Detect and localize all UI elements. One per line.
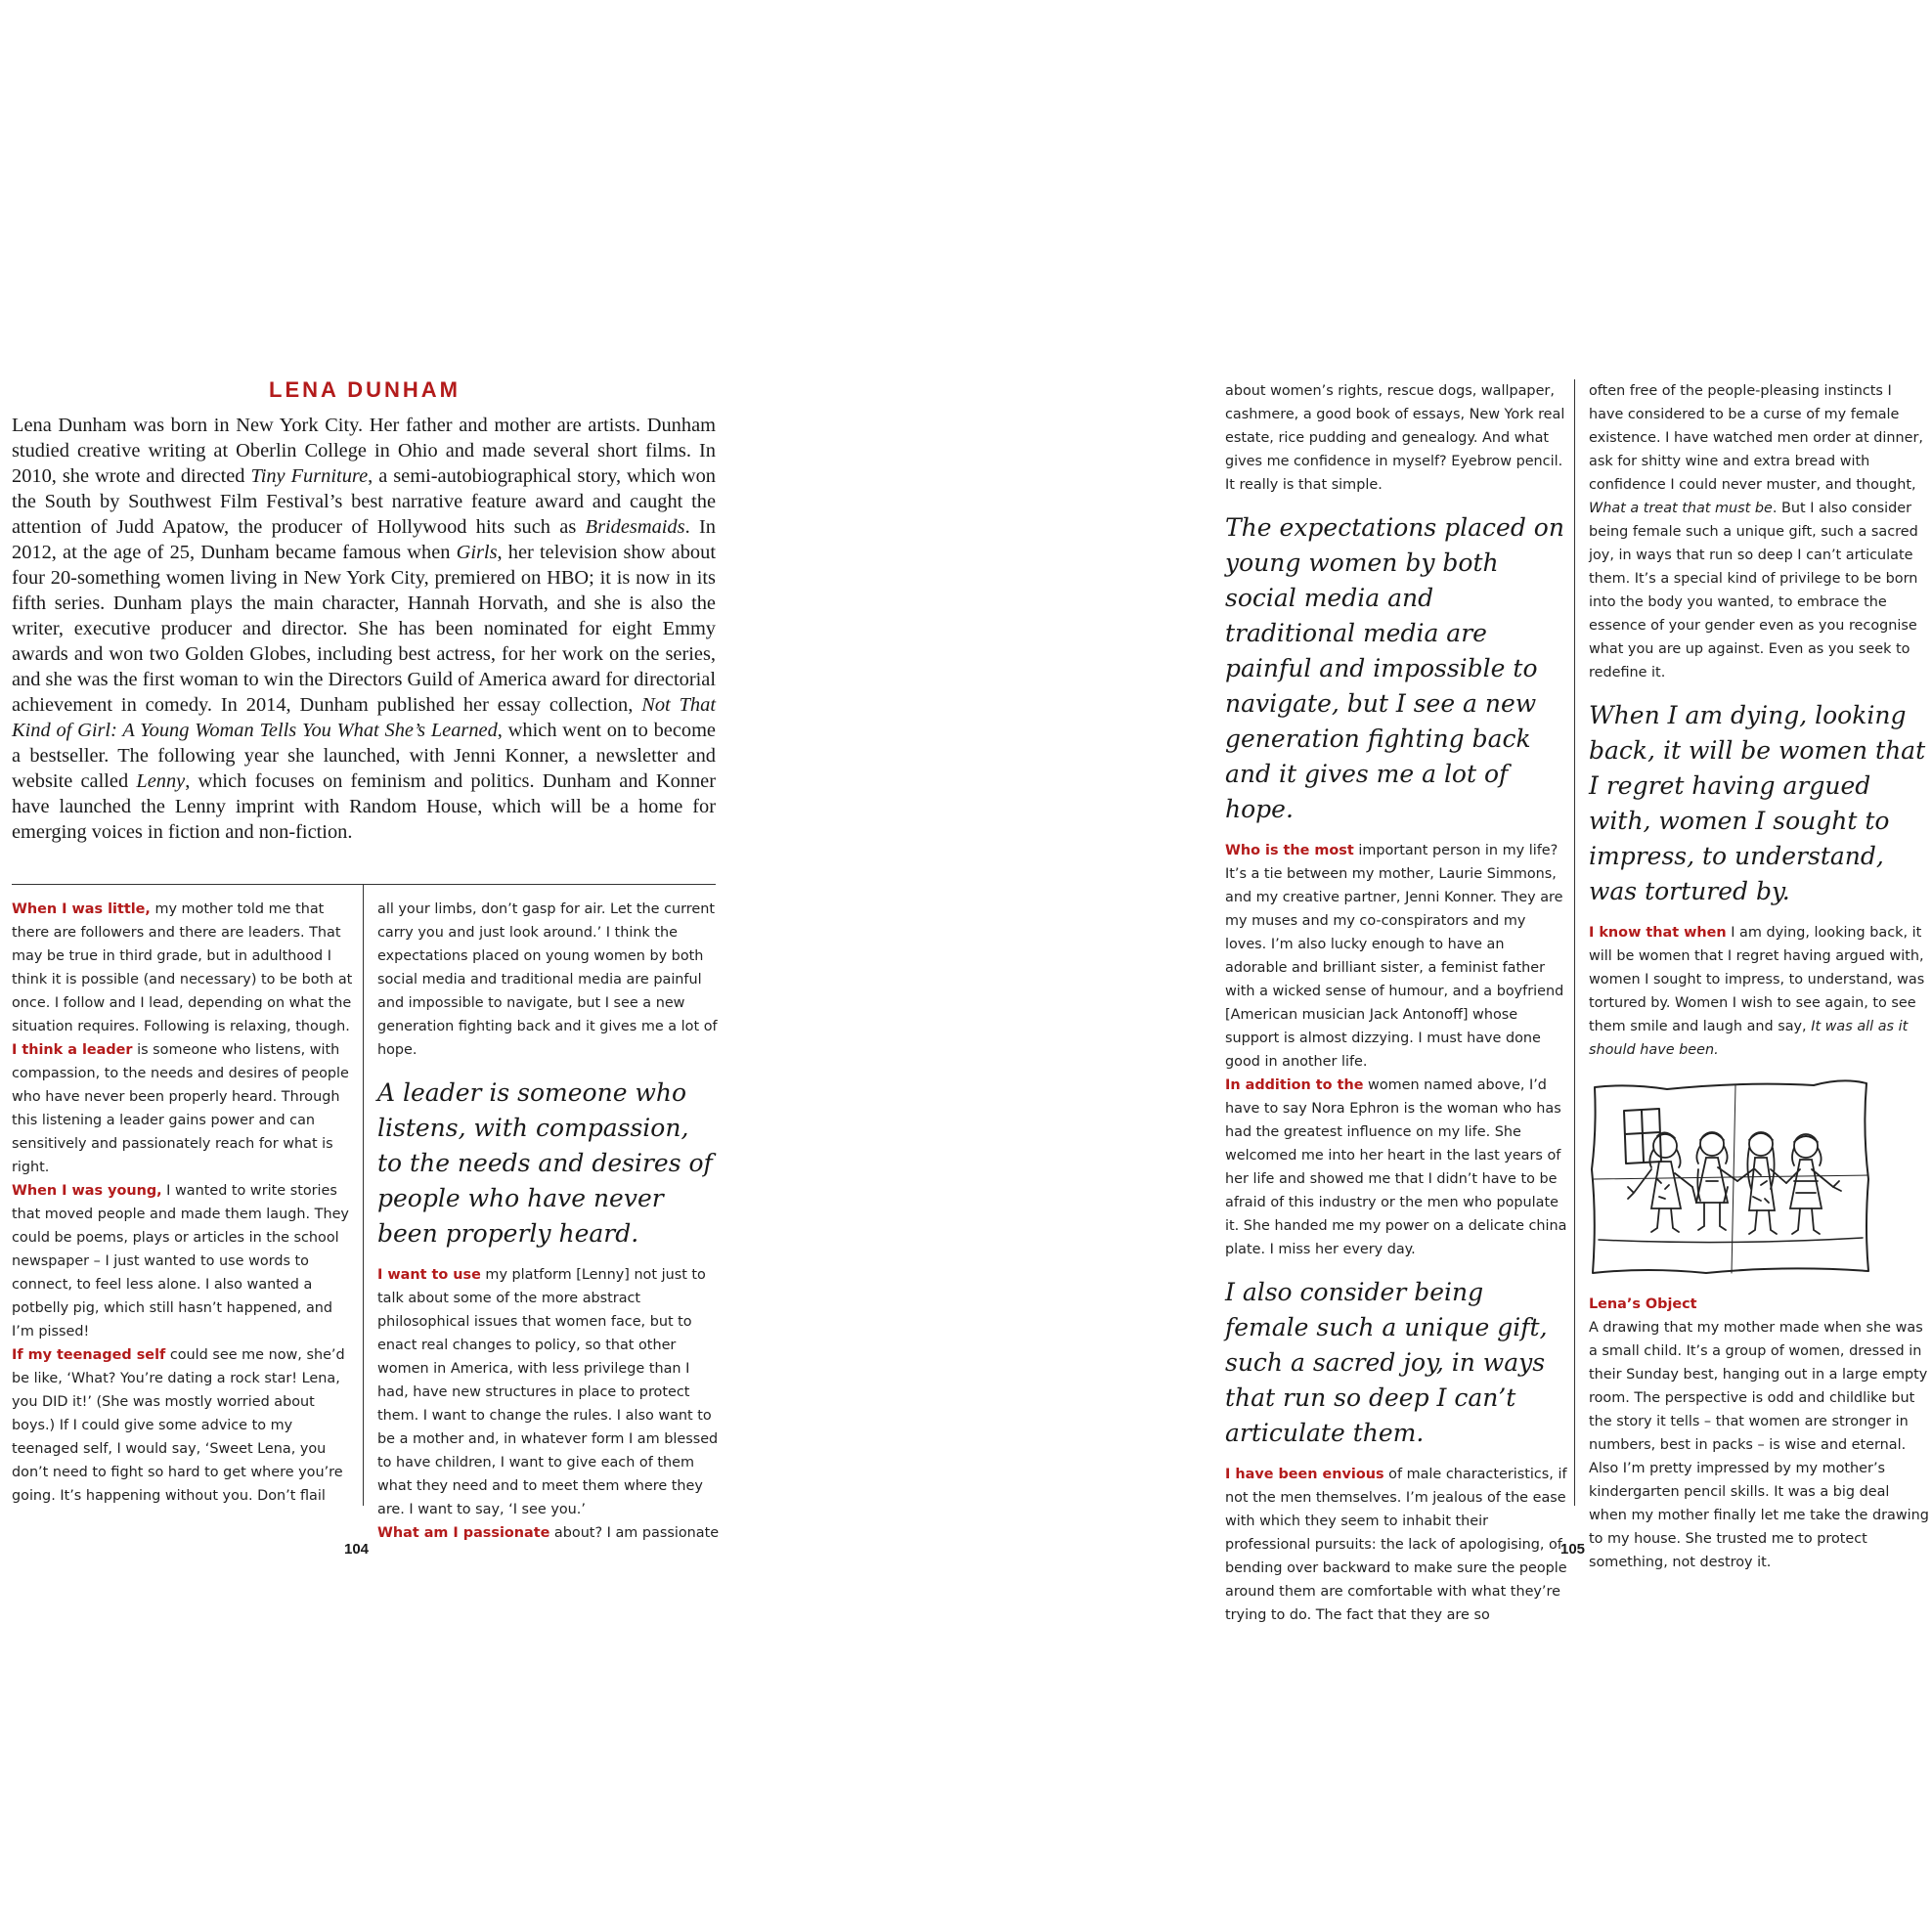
paragraph-body: could see me now, she’d be like, ‘What? You’re dating a rock star! Lena, you DID it!’ (She was mostly worried about boys.) If I could give some advice to my teenaged self, I would say, ‘Sweet Lena, you don’t need to fight so hard to get where you’re going. It’s happening without you. Don’t flail <box>12 1347 345 1504</box>
paragraph-body: I wanted to write stories that moved people and made them laugh. They could be poems, plays or articles in the school newspaper – I just wanted to use words to connect, to feel less alone. I also wanted a potbelly pig, which still hasn’t happened, and I’m pissed! <box>12 1183 349 1339</box>
col1-paragraph <box>12 1038 354 1179</box>
col3-paragraph-2 <box>1225 839 1567 1074</box>
lead-in: I have been envious <box>1225 1467 1384 1482</box>
intro-text: , her television show about four 20-something women living in New York City, premiered on HBO; it is now in its fifth series. Dunham plays the main character, Hannah Horvath, and she is also the writer, executive producer and director. She has been nominated for eight Emmy awards and won two Golden Globes, including best actress, for her work on the series, and she was the first woman to win the Directors Guild of America award for directorial achievement in comedy. In 2014, Dunham published her essay collection, <box>12 542 716 716</box>
paragraph-body: important person in my life? It’s a tie between my mother, Laurie Simmons, and my creative partner, Jenni Konner. They are my muses and my co-conspirators and my loves. I’m also lucky enough to have an adorable and brilliant sister, a feminist father with a wicked sense of humour, and a boyfriend [American musician Jack Antonoff] whose support is almost dizzying. I must have done good in another life. <box>1225 843 1564 1070</box>
col1-paragraph <box>12 1343 354 1508</box>
intro-italic-title: Lenny <box>136 770 186 792</box>
intro-text: , which focuses on feminism and politics. Dunham and Konner have launched the Lenny imprint with Random House, which will be a home for emerging voices in fiction and non-fiction. <box>12 770 716 843</box>
paragraph-body: my mother told me that there are followers and there are leaders. That may be true in third grade, but in adulthood I think it is possible (and necessary) to be both at once. I follow and I lead, depending on what the situation requires. Following is relaxing, though. <box>12 901 353 1034</box>
pull-quote-dying: When I am dying, looking back, it will be women that I regret having argued with, women I sought to impress, to understand, was tortured by. <box>1589 701 1926 905</box>
col4-paragraph-2 <box>1589 921 1929 1062</box>
column-2 <box>377 898 720 1545</box>
intro-italic-title: Not That Kind of Girl: A Young Woman Tells You What She’s Learned <box>12 694 716 741</box>
col2-paragraph-1: all your limbs, don’t gasp for air. Let the current carry you and just look around.’ I think the expectations placed on young women by both social media and traditional media are painful and impossible to navigate, but I see a new generation fighting back and it gives me a lot of hope. <box>377 901 718 1058</box>
paragraph-body: is someone who listens, with compassion, to the needs and desires of people who have never been properly heard. Through this listening a leader gains power and can sensitively and passionately reach for what is right. <box>12 1042 349 1175</box>
col3-paragraph-4 <box>1225 1463 1567 1627</box>
drawing-figure <box>1786 1134 1841 1234</box>
pull-quote-female: I also consider being female such a unique gift, such a sacred joy, in ways that run so deep I can’t articulate them. <box>1225 1278 1548 1447</box>
drawing-figure <box>1737 1132 1786 1234</box>
lead-in: I think a leader <box>12 1042 133 1058</box>
right-page <box>966 0 1932 1932</box>
article-title: LENA DUNHAM <box>269 377 461 402</box>
col2-paragraph-3 <box>377 1521 720 1545</box>
drawing-floor <box>1599 1238 1863 1243</box>
intro-paragraph <box>12 413 716 845</box>
paragraph-body: my platform [Lenny] not just to talk about some of the more abstract philosophical issues that women face, but to enact real changes to policy, so that other women in America, with less privilege than I had, have new structures in place to protect them. I want to change the rules. I also want to be a mother and, in whatever form I am blessed to have children, I want to give each of them what they need and to meet them where they are. I want to say, ‘I see you.’ <box>377 1267 719 1517</box>
object-caption-title: Lena’s Object <box>1589 1296 1697 1312</box>
page-number-left: 104 <box>344 1541 370 1558</box>
object-caption-body: A drawing that my mother made when she was a small child. It’s a group of women, dressed in their Sunday best, hanging out in a large empty room. The perspective is odd and childlike but the story it tells – that women are stronger in numbers, best in packs – is wise and eternal. Also I’m pretty impressed by my mother’s kindergarten pencil skills. It was a big deal when my mother finally let me take the drawing to my house. She trusted me to protect something, not destroy it. <box>1589 1320 1929 1570</box>
col1-paragraph <box>12 1179 354 1343</box>
col4-paragraph-1 <box>1589 379 1929 684</box>
paragraph-body: women named above, I’d have to say Nora Ephron is the woman who has had the greatest influence on my life. She welcomed me into her heart in the last years of her life and showed me that I didn’t have to be afraid of this industry or the men who populate it. She handed me my power on a delicate china plate. I miss her every day. <box>1225 1077 1567 1257</box>
intro-italic-title: Tiny Furniture <box>250 465 369 487</box>
lead-in: Who is the most <box>1225 843 1354 858</box>
pull-quote-leader: A leader is someone who listens, with compassion, to the needs and desires of people who have never been properly heard. <box>377 1078 713 1248</box>
lead-in: When I was little, <box>12 901 151 917</box>
pull-quote-expectations: The expectations placed on young women by both social media and traditional media are painful and impossible to navigate, but I see a new generation fighting back and it gives me a lot of hope. <box>1225 513 1564 823</box>
lead-in: When I was young, <box>12 1183 162 1199</box>
column-1 <box>12 898 354 1508</box>
horizontal-rule <box>12 884 716 885</box>
page-number-right: 105 <box>1560 1541 1586 1558</box>
intro-text: . In 2012, at the age of 25, Dunham became famous when <box>12 516 716 563</box>
italic-phrase: It was all as it should have been. <box>1589 1019 1909 1058</box>
col3-paragraph-1: about women’s rights, rescue dogs, wallpaper, cashmere, a good book of essays, New York real estate, rice pudding and genealogy. And what gives me confidence in myself? Eyebrow pencil. It really is that simple. <box>1225 383 1565 493</box>
intro-italic-title: Girls <box>456 542 498 563</box>
paragraph-body: often free of the people-pleasing instincts I have considered to be a curse of my female existence. I have watched men order at dinner, ask for shitty wine and extra bread with confidence I could never muster, and thought, <box>1589 383 1923 493</box>
col2-paragraph-2 <box>377 1263 720 1521</box>
col3-paragraph-3 <box>1225 1074 1567 1261</box>
column-divider-left <box>363 884 364 1506</box>
intro-text: , which went on to become a bestseller. The following year she launched, with Jenni Konner, a newsletter and website called <box>12 720 716 792</box>
lead-in: If my teenaged self <box>12 1347 166 1363</box>
intro-text: , a semi-autobiographical story, which won the South by Southwest Film Festival’s best narrative feature award and caught the attention of Judd Apatow, the producer of Hollywood hits such as <box>12 465 716 538</box>
intro-italic-title: Bridesmaids <box>585 516 685 538</box>
paragraph-body: I am dying, looking back, it will be women that I regret having argued with, women I sought to impress, to understand, was tortured by. Women I wish to see again, to see them smile and laugh and say, <box>1589 925 1925 1034</box>
intro-text: Lena Dunham was born in New York City. Her father and mother are artists. Dunham studied creative writing at Oberlin College in Ohio and made several short films. In 2010, she wrote and directed <box>12 415 716 487</box>
lead-in: I know that when <box>1589 925 1727 941</box>
paragraph-body: . But I also consider being female such a unique gift, such a sacred joy, in ways that run so deep I can’t articulate them. It’s a special kind of privilege to be born into the body you wanted, to embrace the essence of your gender even as you recognise what you are up against. Even as you seek to redefine it. <box>1589 501 1918 681</box>
paragraph-body: about? I am passionate <box>549 1525 720 1541</box>
childs-drawing-illustration <box>1589 1072 1872 1281</box>
drawing-figure <box>1692 1132 1737 1230</box>
italic-phrase: What a treat that must be <box>1589 501 1773 516</box>
lead-in: I want to use <box>377 1267 481 1283</box>
lead-in: In addition to the <box>1225 1077 1364 1093</box>
paragraph-body: of male characteristics, if not the men themselves. I’m jealous of the ease with which they seem to inhabit their professional pursuits: the lack of apologising, of bending over backward to make sure the people around them are comfortable with what they’re trying to do. The fact that they are so <box>1225 1467 1567 1623</box>
lead-in: What am I passionate <box>377 1525 550 1541</box>
column-4 <box>1589 379 1929 1574</box>
column-divider-right <box>1574 379 1575 1506</box>
col1-paragraph <box>12 898 354 1038</box>
column-3 <box>1225 379 1567 1627</box>
drawing-window <box>1624 1109 1661 1164</box>
